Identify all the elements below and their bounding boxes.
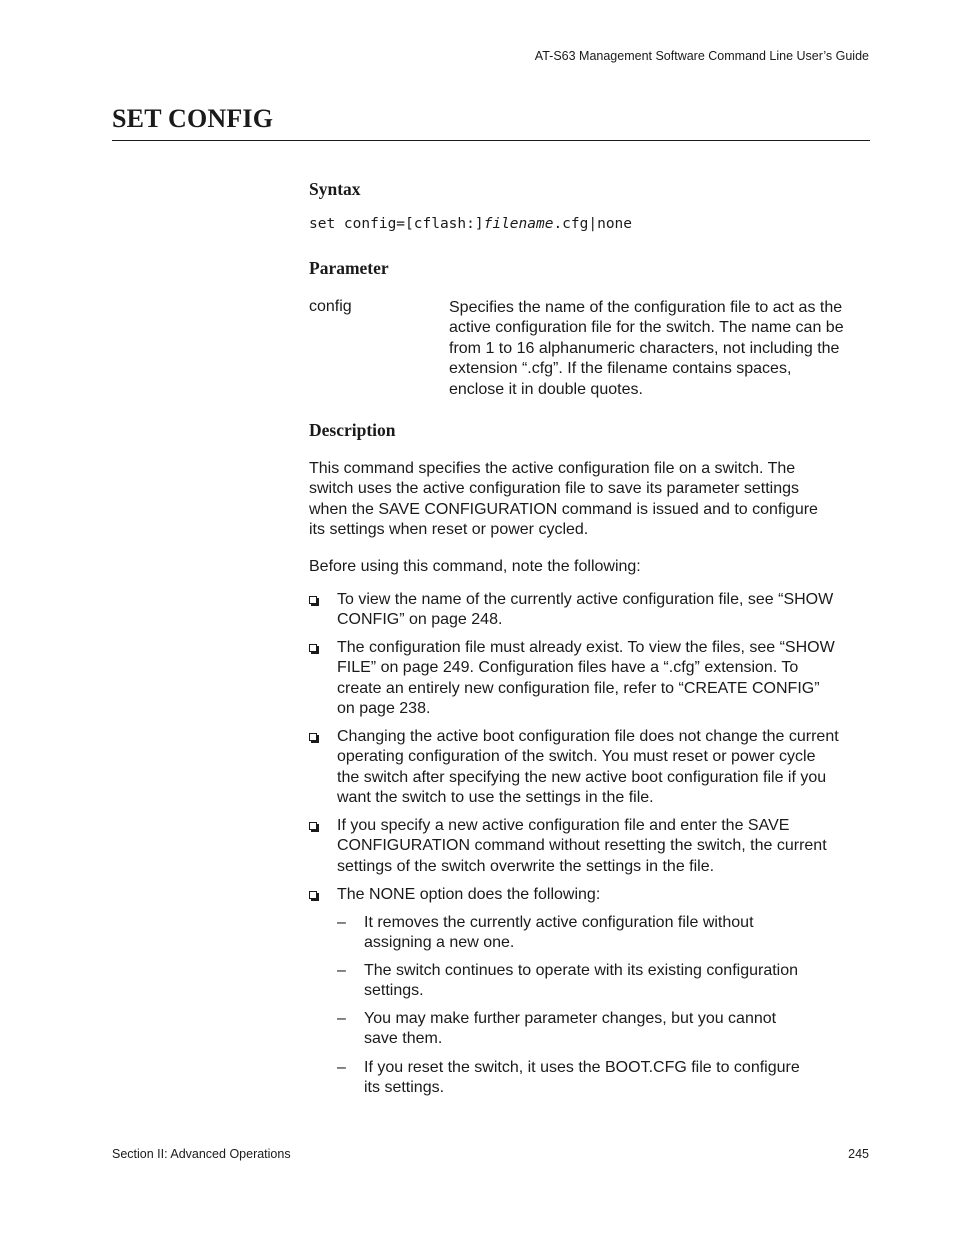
syntax-filename: filename [483, 216, 554, 232]
parameter-description [449, 298, 870, 400]
bullet-line: on page 238. [337, 700, 431, 718]
bullet-line: the switch after specifying the new active boot configuration file if you [337, 768, 827, 786]
description-paragraph [309, 459, 870, 541]
syntax-prefix: set config=[cflash:] [309, 216, 484, 232]
dash-bullet: – [337, 962, 346, 979]
description-heading: Description [309, 420, 396, 440]
sub-item-line: It removes the currently active configuration file without [364, 914, 754, 931]
bullet-line: If you specify a new active configuration file and enter the SAVE [337, 817, 790, 834]
bullet-line: To view the name of the currently active configuration file, see “SHOW [337, 591, 834, 608]
footer-section: Section II: Advanced Operations [112, 1147, 291, 1161]
page-title: SET CONFIG [112, 104, 274, 133]
footer-page-number: 245 [848, 1147, 869, 1161]
bullet-line: operating configuration of the switch. You must reset or power cycle [337, 748, 816, 766]
bullet-line: The NONE option does the following: [337, 886, 601, 903]
bullet-line: CONFIGURATION command without resetting the switch, the current [337, 837, 827, 855]
paragraph-line: its settings when reset or power cycled. [309, 521, 589, 539]
checkbox-bullet-icon [309, 733, 317, 741]
parameter-desc-line: extension “.cfg”. If the filename contains spaces, [449, 360, 792, 378]
sub-item-line: If you reset the switch, it uses the BOOT.CFG file to configure [364, 1059, 800, 1076]
sub-item-line: assigning a new one. [364, 934, 515, 952]
sub-item-line: settings. [364, 982, 424, 1000]
bullet-line: FILE” on page 249. Configuration files have a “.cfg” extension. To [337, 659, 799, 677]
sub-item-line: The switch continues to operate with its existing configuration [364, 962, 799, 979]
bullet-text [337, 885, 870, 905]
sub-item-line: save them. [364, 1030, 443, 1048]
bullet-line: The configuration file must already exist. To view the files, see “SHOW [337, 639, 835, 656]
bullet-line: create an entirely new configuration file, refer to “CREATE CONFIG” [337, 679, 820, 697]
parameter-desc-line: active configuration file for the switch. The name can be [449, 319, 844, 337]
sub-item-text [364, 1058, 844, 1099]
paragraph-line: switch uses the active configuration file to save its parameter settings [309, 480, 800, 498]
sub-item-text [364, 913, 844, 954]
bullet-line: want the switch to use the settings in the file. [337, 789, 654, 807]
parameter-name: config [309, 298, 352, 315]
dash-bullet: – [337, 1059, 346, 1076]
parameter-desc-line: from 1 to 16 alphanumeric characters, not including the [449, 339, 840, 357]
parameter-desc-line: Specifies the name of the configuration file to act as the [449, 299, 843, 316]
checkbox-bullet-icon [309, 596, 317, 604]
dash-bullet: – [337, 914, 346, 931]
bullet-line: Changing the active boot configuration file does not change the current [337, 728, 839, 745]
checkbox-bullet-icon [309, 891, 317, 899]
bullet-text [337, 816, 870, 877]
dash-bullet: – [337, 1010, 346, 1027]
sub-item-line: its settings. [364, 1079, 445, 1097]
description-intro: Before using this command, note the following: [309, 558, 641, 575]
title-rule [112, 140, 870, 141]
bullet-line: CONFIG” on page 248. [337, 611, 503, 629]
bullet-line: settings of the switch overwrite the settings in the file. [337, 857, 715, 875]
parameter-desc-line: enclose it in double quotes. [449, 380, 643, 398]
checkbox-bullet-icon [309, 822, 317, 830]
running-header: AT-S63 Management Software Command Line User’s Guide [534, 49, 869, 63]
checkbox-bullet-icon [309, 644, 317, 652]
paragraph-line: This command specifies the active configuration file on a switch. The [309, 460, 796, 477]
bullet-text [337, 638, 870, 720]
syntax-line [309, 216, 632, 232]
paragraph-line: when the SAVE CONFIGURATION command is issued and to configure [309, 500, 818, 518]
sub-item-text [364, 1009, 844, 1050]
syntax-suffix: .cfg|none [553, 216, 633, 232]
bullet-text [337, 727, 870, 809]
syntax-heading: Syntax [309, 179, 361, 199]
sub-item-line: You may make further parameter changes, but you cannot [364, 1010, 777, 1027]
sub-item-text [364, 961, 844, 1002]
bullet-text [337, 590, 870, 631]
parameter-heading: Parameter [309, 258, 389, 278]
